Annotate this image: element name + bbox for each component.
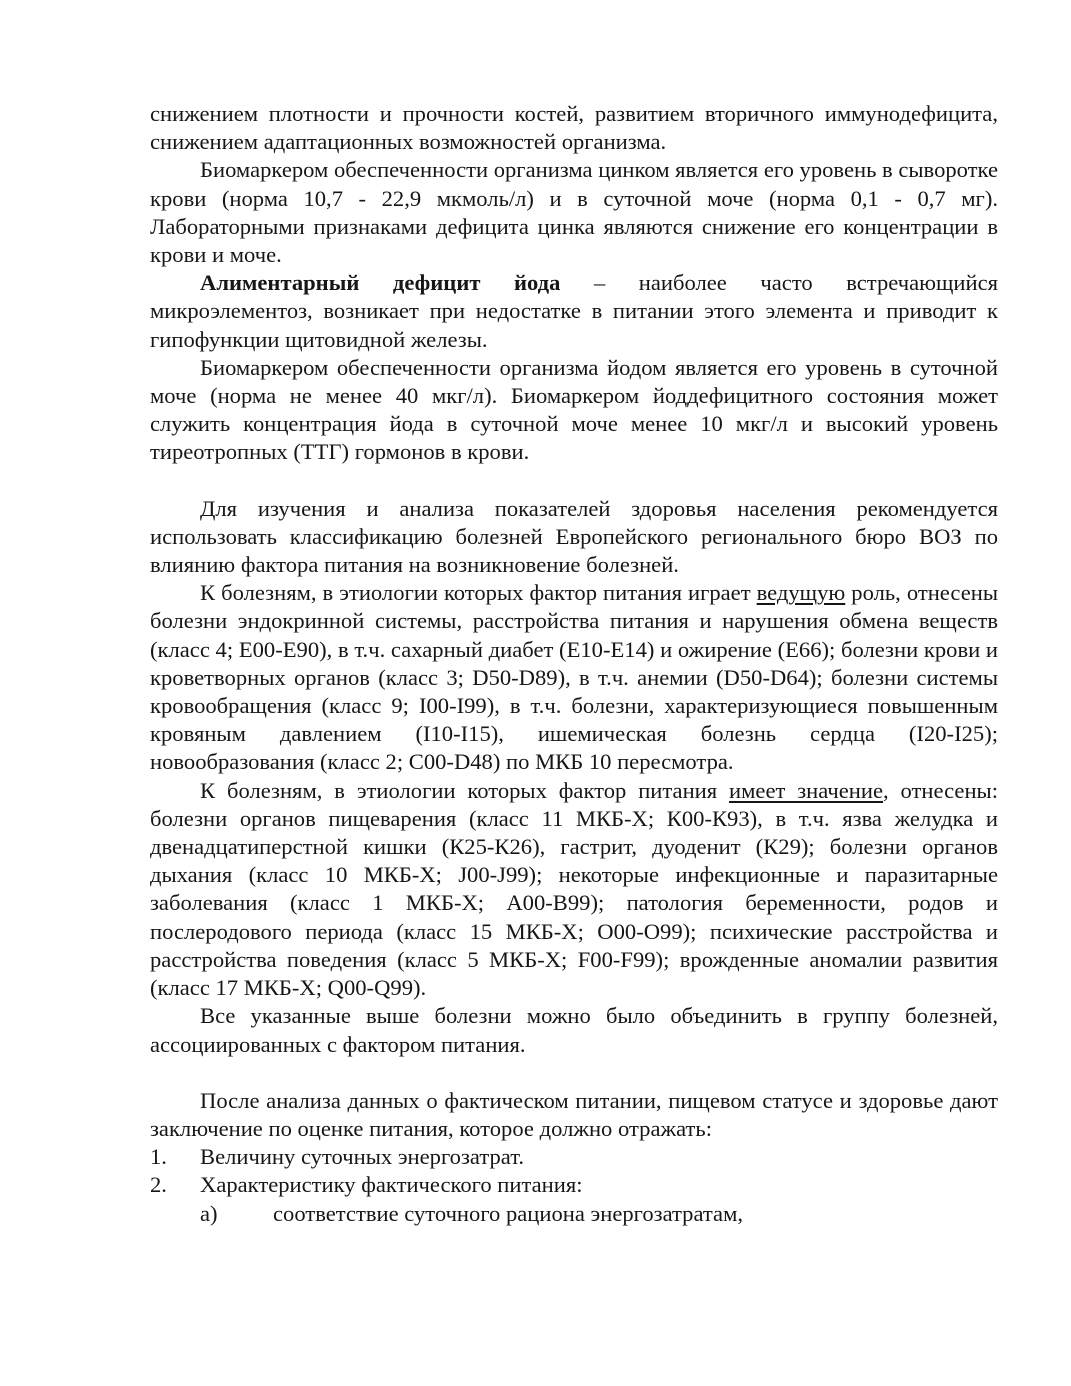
paragraph-diseases-group: Все указанные выше болезни можно было объединить в группу болезней, ассоциированных с фактором питания. (150, 1003, 998, 1057)
section-gap (150, 1059, 998, 1087)
underlined-term-significant: имеет значение (729, 777, 884, 803)
paragraph-text: – наиболее часто встречающийся микроэлементоз, возникает при недостатке в питании этого элемента и приводит к гипофункции щитовидной железы. (150, 270, 998, 352)
section-gap (150, 467, 998, 495)
list-text: Величину суточных энергозатрат. (200, 1144, 525, 1170)
paragraph-iodine-biomarker: Биомаркером обеспеченности организма йодом является его уровень в суточной моче (норма не менее 40 мкг/л). Биомаркером йоддефицитного состояния может служить концентрация йода в суточной моче менее 10 мкг/л и высокий уровень тиреотропных (ТТГ) гормонов в крови. (150, 354, 998, 465)
paragraph-iodine-deficiency (150, 269, 998, 354)
list-item (150, 1171, 998, 1199)
paragraph-significant-diseases (150, 777, 998, 1003)
paragraph-conclusion-intro: После анализа данных о фактическом питании, пищевом статусе и здоровье дают заключение по оценке питания, которое должно отражать: (150, 1087, 998, 1141)
underlined-term-leading: ведущую (756, 580, 846, 606)
paragraph-leading-role-diseases (150, 579, 998, 776)
sub-list-letter: а) (200, 1200, 218, 1226)
list-number: 2. (150, 1172, 167, 1198)
term-iodine-deficiency: Алиментарный дефицит йода (200, 270, 561, 296)
paragraph-text: роль, отнесены болезни эндокринной системы, расстройства питания и нарушения обмена веществ (класс 4; Е00-Е90), в т.ч. сахарный диабет (Е10-Е14) и ожирение (Е66); болезни крови и кроветворных органов (класс 3; D50-D89), в т.ч. анемии (D50-D64); болезни системы кровообращения (класс 9; I00-I99), в т.ч. болезни, характеризующиеся повышенным кровяным давлением (I10-I15), ишемическая болезнь сердца (I20-I25); новообразования (класс 2; С00-D48) по МКБ 10 пересмотра. (150, 580, 998, 775)
paragraph-text: , отнесены: болезни органов пищеварения (класс 11 МКБ-Х; К00-К93), в т.ч. язва желудка и двенадцатиперстной кишки (К25-К26), гастрит, дуоденит (К29); болезни органов дыхания (класс 10 МКБ-Х; J00-J99); некоторые инфекционные и паразитарные заболевания (класс 1 МКБ-Х; А00-В99); патология беременности, родов и послеродового периода (класс 15 МКБ-Х; О00-О99); психические расстройства и расстройства поведения (класс 5 МКБ-Х; F00-F99); врожденные аномалии развития (класс 17 МКБ-Х; Q00-Q99). (150, 777, 998, 1001)
paragraph-bone-density: снижением плотности и прочности костей, развитием вторичного иммунодефицита, снижением адаптационных возможностей организма. (150, 101, 998, 155)
paragraph-text: К болезням, в этиологии которых фактор питания (200, 777, 730, 803)
paragraph-zinc-biomarker: Биомаркером обеспеченности организма цинком является его уровень в сыворотке крови (норма 10,7 - 22,9 мкмоль/л) и в суточной моче (норма 0,1 - 0,7 мг). Лабораторными признаками дефицита цинка являются снижение его концентрации в крови и моче. (150, 157, 998, 268)
paragraph-text: К болезням, в этиологии которых фактор питания играет (200, 580, 757, 606)
paragraph-who-classification: Для изучения и анализа показателей здоровья населения рекомендуется использовать классификацию болезней Европейского регионального бюро ВОЗ по влиянию фактора питания на возникновение болезней. (150, 495, 998, 578)
list-text: Характеристику фактического питания: (200, 1172, 583, 1198)
sub-list-text: соответствие суточного рациона энергозатратам, (273, 1200, 744, 1226)
sub-list-item (150, 1200, 998, 1228)
list-item (150, 1143, 998, 1171)
list-number: 1. (150, 1144, 167, 1170)
document-page (150, 100, 998, 1228)
